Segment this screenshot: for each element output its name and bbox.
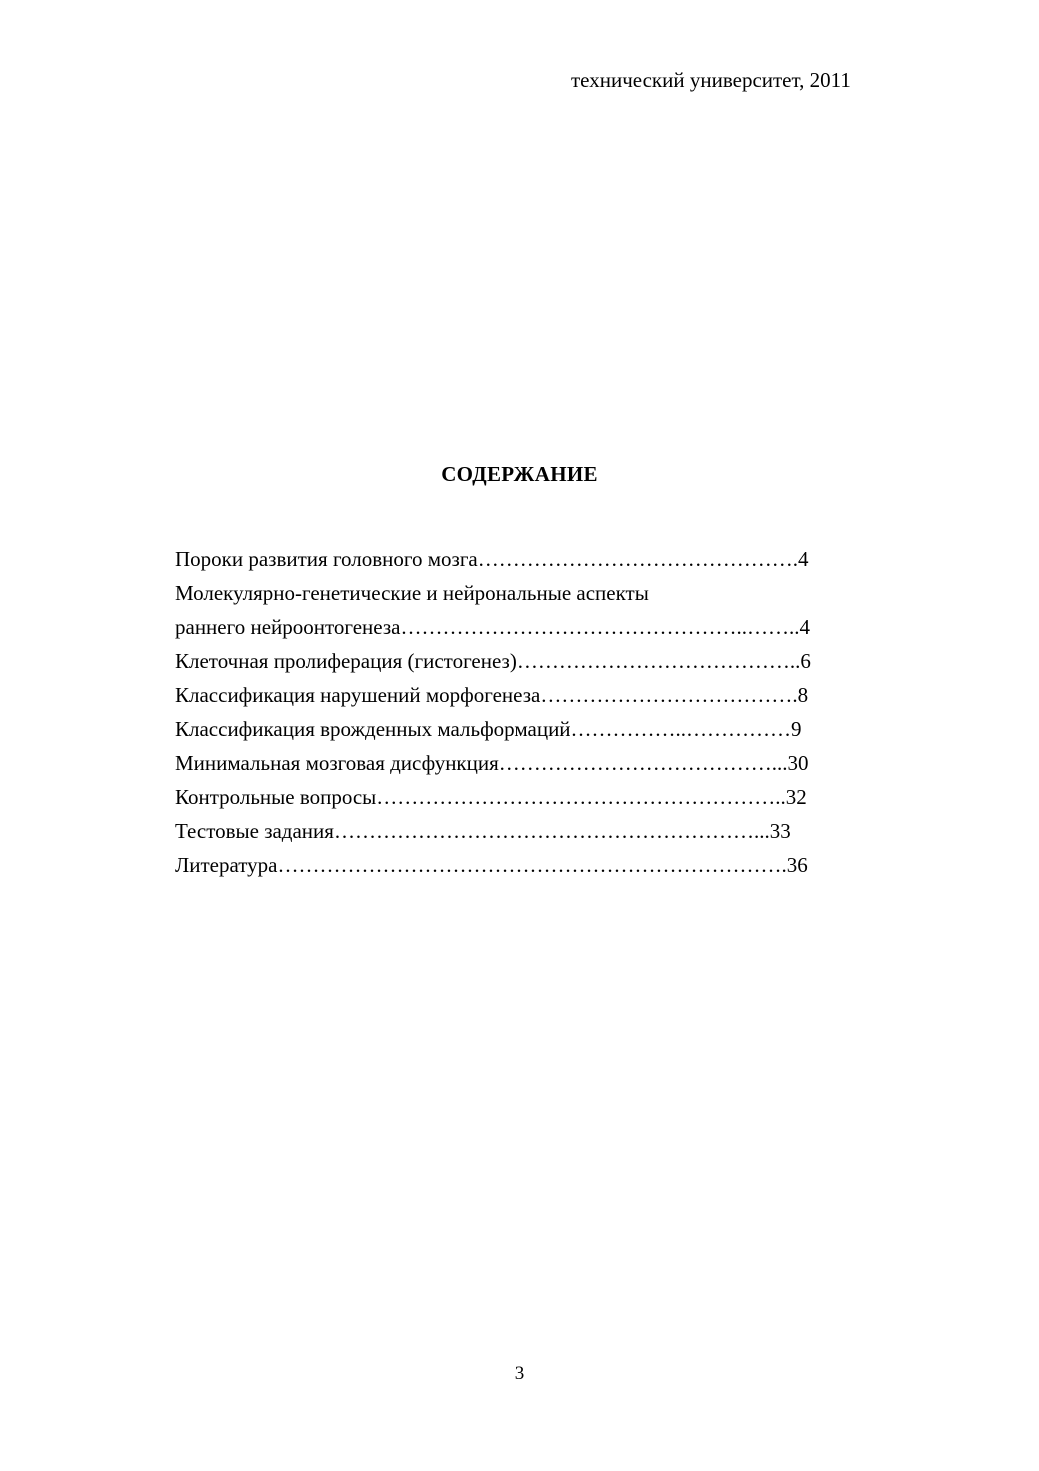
- toc-entry-test-tasks: Тестовые задания……………………………………………………...33: [175, 819, 791, 843]
- table-of-contents: [175, 542, 915, 882]
- toc-entry-brain-malformations: Пороки развития головного мозга……………………………………….4: [175, 547, 809, 571]
- toc-title: СОДЕРЖАНИЕ: [441, 462, 598, 486]
- toc-entry-molecular-genetic-aspects: Молекулярно-генетические и нейрональные аспекты: [175, 581, 649, 605]
- toc-entry-congenital-malformations: Классификация врожденных мальформаций……………..……………9: [175, 717, 802, 741]
- toc-entry-cell-proliferation: Клеточная пролиферация (гистогенез)…………………………………..6: [175, 649, 811, 673]
- page-number: 3: [514, 1363, 525, 1384]
- toc-entry-minimal-brain-dysfunction: Минимальная мозговая дисфункция…………………………………...30: [175, 751, 809, 775]
- toc-entry-control-questions: Контрольные вопросы…………………………………………………..32: [175, 785, 807, 809]
- toc-entry-morphogenesis-classification: Классификация нарушений морфогенеза……………………………….8: [175, 683, 809, 707]
- toc-entry-literature: Литература……………………………………………………………….36: [175, 853, 808, 877]
- running-header: технический университет, 2011: [571, 68, 851, 92]
- toc-entry-early-neuroontogenesis: раннего нейроонтогенеза…………………………………………..……..4: [175, 615, 810, 639]
